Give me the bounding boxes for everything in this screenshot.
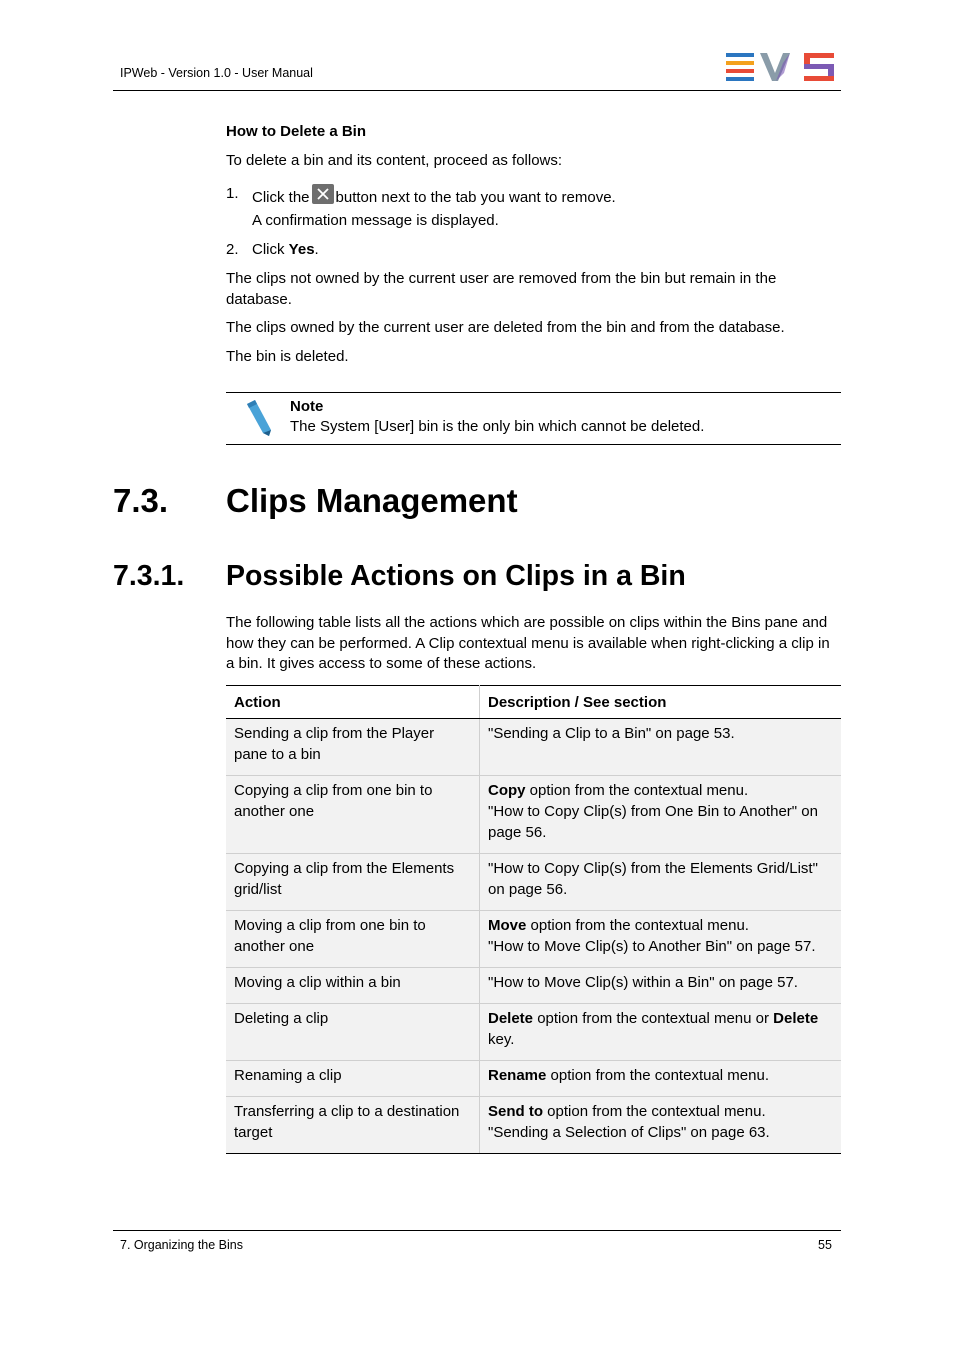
step-2-number: 2. — [226, 241, 239, 258]
description-line: "How to Move Clip(s) to Another Bin" on page 57. — [488, 938, 816, 955]
step-2-before: Click — [252, 241, 289, 258]
description-rest: option from the contextual menu. — [543, 1103, 766, 1120]
table-row — [226, 719, 841, 776]
paragraph-not-owned: The clips not owned by the current user are removed from the bin but remain in the database. — [226, 270, 777, 308]
evs-logo — [726, 53, 834, 81]
note-top-rule — [226, 392, 841, 393]
description-rest: option from the contextual menu. — [546, 1067, 769, 1084]
description-cell — [480, 968, 842, 1004]
action-cell: Sending a clip from the Player pane to a bin — [226, 719, 480, 776]
pencil-icon — [244, 398, 274, 438]
description-line: "Sending a Clip to a Bin" on page 53. — [488, 725, 735, 742]
action-cell: Moving a clip within a bin — [226, 968, 480, 1004]
section-7-3-number: 7.3. — [113, 482, 169, 519]
table-row — [226, 1061, 841, 1097]
section-7-3-title: Clips Management — [226, 482, 518, 519]
description-bold: Copy — [488, 782, 526, 799]
step-2-bold: Yes — [288, 241, 315, 258]
description-key-bold: Delete — [773, 1010, 819, 1027]
procedure-intro: To delete a bin and its content, proceed as follows: — [226, 152, 563, 169]
procedure-heading: How to Delete a Bin — [226, 123, 367, 140]
description-rest: option from the contextual menu. — [525, 782, 749, 799]
running-header: IPWeb - Version 1.0 - User Manual — [120, 66, 313, 80]
paragraph-bin-deleted: The bin is deleted. — [226, 348, 349, 365]
step-1-result: A confirmation message is displayed. — [252, 212, 499, 229]
table-row — [226, 1004, 841, 1061]
description-rest: option from the contextual menu or — [533, 1010, 774, 1027]
description-tail: key. — [488, 1031, 515, 1048]
table-row — [226, 968, 841, 1004]
step-1-before: Click the — [252, 189, 310, 206]
note-title: Note — [290, 398, 324, 415]
section-7-3-1-title: Possible Actions on Clips in a Bin — [226, 560, 686, 592]
column-header-action: Action — [226, 686, 480, 719]
footer-rule — [113, 1230, 841, 1231]
description-bold: Delete — [488, 1010, 534, 1027]
description-line: "Sending a Selection of Clips" on page 63. — [488, 1124, 770, 1141]
action-cell: Renaming a clip — [226, 1061, 480, 1097]
table-row — [226, 1097, 841, 1154]
action-cell: Copying a clip from the Elements grid/list — [226, 854, 480, 911]
page-number: 55 — [818, 1238, 832, 1252]
section-7-3-1-number: 7.3.1. — [113, 560, 185, 592]
step-1-number: 1. — [226, 185, 239, 202]
description-bold: Rename — [488, 1067, 547, 1084]
step-1-after: button next to the tab you want to remove. — [335, 189, 616, 206]
description-line: "How to Copy Clip(s) from the Elements Grid/List" on page 56. — [488, 860, 818, 898]
description-cell — [480, 1004, 842, 1061]
section-intro: The following table lists all the actions which are possible on clips within the Bins pane and how they can be performed. A Clip contextual menu is available when right-clicking a clip in a bin. It gives access to some of these actions. — [226, 614, 830, 672]
note-bottom-rule — [226, 444, 841, 445]
description-cell — [480, 1061, 842, 1097]
description-cell — [480, 911, 842, 968]
description-line: "How to Move Clip(s) within a Bin" on page 57. — [488, 974, 798, 991]
description-bold: Send to — [488, 1103, 543, 1120]
description-rest: option from the contextual menu. — [526, 917, 749, 934]
header-rule — [113, 90, 841, 91]
actions-table — [226, 685, 841, 1154]
description-cell — [480, 719, 842, 776]
description-line: "How to Copy Clip(s) from One Bin to Another" on page 56. — [488, 803, 818, 841]
step-2-text — [252, 240, 319, 261]
table-header-row — [226, 686, 841, 719]
table-row — [226, 776, 841, 854]
table-row — [226, 854, 841, 911]
close-icon — [312, 184, 334, 204]
step-1-text — [252, 184, 616, 209]
action-cell: Moving a clip from one bin to another one — [226, 911, 480, 968]
step-2-after: . — [314, 241, 319, 258]
footer-chapter: 7. Organizing the Bins — [120, 1238, 243, 1252]
paragraph-owned: The clips owned by the current user are deleted from the bin and from the database. — [226, 319, 785, 336]
action-cell: Copying a clip from one bin to another one — [226, 776, 480, 854]
column-header-description: Description / See section — [480, 686, 842, 719]
description-cell — [480, 1097, 842, 1154]
table-row — [226, 911, 841, 968]
description-cell — [480, 776, 842, 854]
note-text: The System [User] bin is the only bin which cannot be deleted. — [290, 418, 705, 435]
description-bold: Move — [488, 917, 527, 934]
action-cell: Transferring a clip to a destination target — [226, 1097, 480, 1154]
description-cell — [480, 854, 842, 911]
action-cell: Deleting a clip — [226, 1004, 480, 1061]
